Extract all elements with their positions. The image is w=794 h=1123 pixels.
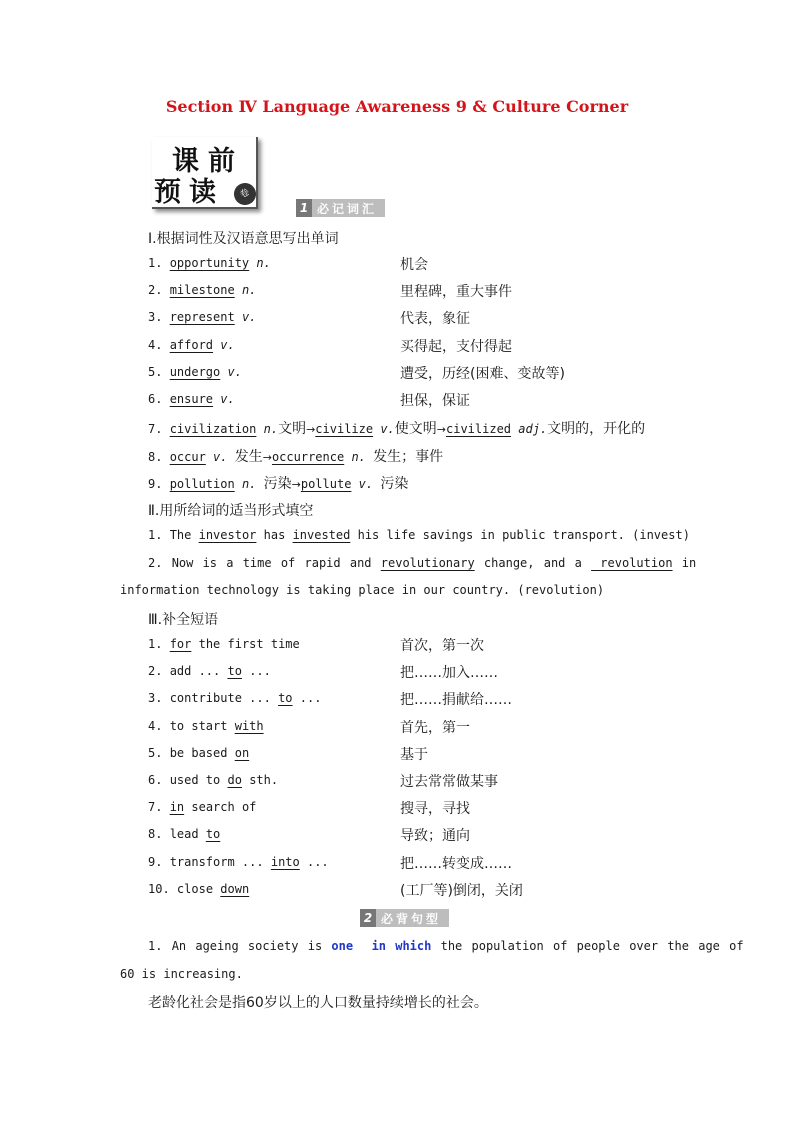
key-sentence-cont: 60 is increasing. [120, 967, 243, 981]
logo-stamp: 卷 [230, 179, 260, 209]
phrase-meaning: 把……捐献给…… [400, 692, 512, 709]
phrase-meaning: 导致；通向 [400, 828, 470, 845]
section-heading: Ⅱ.用所给词的适当形式填空 [148, 503, 314, 519]
vocab-item: 4. afford v. [148, 337, 235, 352]
phrase-item: 3. contribute ... to ... [148, 691, 322, 706]
logo-char: 预 [154, 177, 181, 208]
logo-char: 读 [189, 177, 216, 208]
vocab-meaning: 担保，保证 [400, 393, 470, 409]
section-badge-vocabulary: 1 必记词汇 [296, 199, 385, 217]
phrase-item: 5. be based on [148, 745, 250, 760]
vocab-meaning: 机会 [400, 257, 428, 273]
vocab-item: 7. civilization n.文明→civilize v.使文明→civilized adj.文明的，开化的 [148, 421, 646, 437]
vocab-item: 6. ensure v. [148, 392, 235, 406]
phrase-meaning: 基于 [400, 746, 428, 763]
vocab-meaning: 代表，象征 [400, 311, 470, 328]
phrase-item: 9. transform ... into ... [148, 854, 329, 869]
vocab-item: 3. represent v. [148, 310, 257, 325]
vocab-item: 2. milestone n. [148, 283, 257, 298]
phrase-item: 7. in search of [148, 800, 257, 815]
key-sentence: 1. An ageing society is one in which the population of people over the age of [148, 939, 744, 953]
phrase-item: 8. lead to [148, 827, 221, 842]
logo-char: 课 [172, 146, 199, 177]
vocab-meaning: 里程碑，重大事件 [400, 284, 512, 301]
phrase-meaning: 搜寻，寻找 [400, 801, 470, 818]
vocab-item: 8. occur v. 发生→occurrence n. 发生；事件 [148, 449, 444, 465]
phrase-item: 6. used to do sth. [148, 773, 279, 787]
phrase-meaning: 首先，第一 [400, 719, 470, 736]
fill-sentence-cont: information technology is taking place in our country. (revolution) [120, 583, 605, 597]
vocab-item: 5. undergo v. [148, 364, 242, 379]
phrase-meaning: 把……加入…… [400, 665, 498, 682]
phrase-item: 1. for the first time [148, 637, 300, 651]
phrase-item: 4. to start with [148, 718, 264, 733]
section-badge-sentences: 2 必背句型 [360, 909, 449, 927]
phrase-meaning: 首次，第一次 [400, 638, 484, 654]
vocab-item: 9. pollution n. 污染→pollute v. 污染 [148, 476, 409, 492]
phrase-meaning: 过去常常做某事 [400, 774, 498, 790]
logo-char: 前 [208, 146, 235, 177]
pre-class-reading-logo [152, 137, 262, 211]
phrase-item: 2. add ... to ... [148, 664, 271, 679]
vocab-meaning: 遭受，历经(困难、变故等) [400, 365, 565, 382]
section-heading: Ⅰ.根据词性及汉语意思写出单词 [148, 231, 339, 247]
phrase-meaning: (工厂等)倒闭，关闭 [400, 882, 523, 899]
fill-sentence: 1. The investor has invested his life savings in public transport. (invest) [148, 528, 690, 542]
phrase-meaning: 把……转变成…… [400, 855, 512, 872]
vocab-meaning: 买得起，支付得起 [400, 338, 512, 355]
section-heading: Ⅲ.补全短语 [148, 612, 219, 628]
fill-sentence: 2. Now is a time of rapid and revolutionary change, and a revolution in [148, 556, 697, 570]
page-title: Section Ⅳ Language Awareness 9 & Culture Corner [165, 97, 629, 116]
key-sentence-translation: 老龄化社会是指60岁以上的人口数量持续增长的社会。 [148, 995, 488, 1011]
phrase-item: 10. close down [148, 881, 250, 896]
vocab-item: 1. opportunity n. [148, 256, 271, 270]
